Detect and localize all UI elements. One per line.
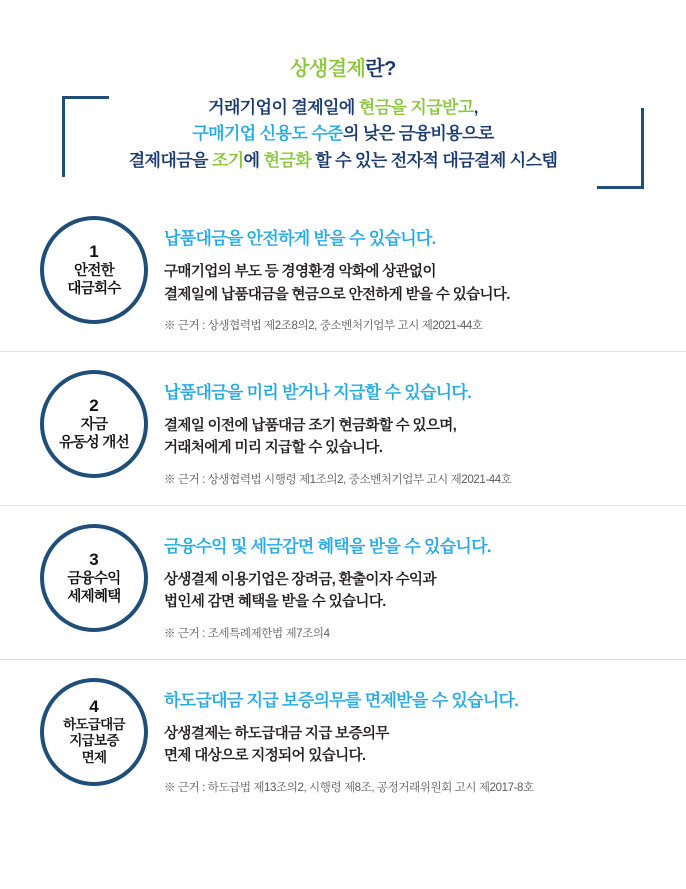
benefit-badge-line1-2: 자금 — [80, 416, 108, 433]
benefit-body-line-1-1: 구매기업의 부도 등 경영환경 악화에 상관없이 — [164, 264, 436, 281]
benefit-section-2 — [0, 351, 686, 505]
header-line-2 — [30, 121, 656, 147]
benefit-badge-number-1: 1 — [89, 242, 99, 262]
header-line-3-pre: 결제대금을 — [128, 150, 212, 170]
benefit-badge-3 — [40, 524, 148, 632]
header-line-3-green-1: 조기 — [211, 150, 244, 170]
header-line-2-post: 의 낮은 금융비용으로 — [343, 124, 494, 144]
benefit-content-1 — [164, 212, 668, 333]
benefit-section-3 — [0, 505, 686, 659]
benefit-body-line-2-1: 결제일 이전에 납품대금 조기 현금화할 수 있으며, — [164, 417, 457, 434]
benefit-body-4 — [164, 723, 660, 768]
benefit-body-line-4-1: 상생결제는 하도급대금 지급 보증의무 — [164, 725, 389, 742]
benefit-badge-1 — [40, 216, 148, 324]
benefit-content-4 — [164, 674, 668, 795]
page-title — [30, 52, 656, 81]
benefit-badge-line2-1: 대금회수 — [67, 280, 121, 297]
benefit-body-1 — [164, 261, 660, 306]
benefit-title-1: 납품대금을 안전하게 받을 수 있습니다. — [164, 229, 436, 249]
page-title-highlight: 상생결제 — [290, 58, 366, 80]
benefit-section-4 — [0, 659, 686, 813]
benefit-badge-line3-4: 면제 — [81, 749, 107, 765]
benefit-section-1 — [0, 198, 686, 351]
benefit-badge-number-4: 4 — [89, 697, 99, 717]
benefit-body-line-4-2: 면제 대상으로 지정되어 있습니다. — [164, 748, 366, 765]
benefit-content-3 — [164, 520, 668, 641]
bracket-right-decoration — [597, 108, 644, 189]
header-line-3-green-2: 현금화 — [263, 150, 312, 170]
benefit-badge-4 — [40, 678, 148, 786]
benefit-body-line-3-1: 상생결제 이용기업은 장려금, 환출이자 수익과 — [164, 571, 436, 588]
benefit-body-2 — [164, 415, 660, 460]
page-title-rest: 란? — [365, 58, 396, 80]
header-line-3-post: 할 수 있는 전자적 대금결제 시스템 — [311, 150, 558, 170]
benefit-content-2 — [164, 366, 668, 487]
benefit-note-4: ※ 근거 : 하도급법 제13조의2, 시행령 제8조, 공정거래위원회 고시 제2017-8호 — [164, 781, 534, 794]
header-line-3-mid: 에 — [243, 150, 264, 170]
benefit-title-3: 금융수익 및 세금감면 혜택을 받을 수 있습니다. — [164, 536, 491, 556]
header-line-1-post: , — [473, 98, 478, 117]
header-line-1-pre: 거래기업이 결제일에 — [208, 98, 359, 117]
benefit-note-3: ※ 근거 : 조세특례제한법 제7조의4 — [164, 627, 330, 640]
benefit-badge-line1-3: 금융수익 — [67, 570, 121, 587]
benefit-body-line-1-2: 결제일에 납품대금을 현금으로 안전하게 받을 수 있습니다. — [164, 286, 510, 303]
benefit-title-4: 하도급대금 지급 보증의무를 면제받을 수 있습니다. — [164, 690, 519, 710]
header-line-1-green: 현금을 지급받고 — [358, 98, 474, 117]
benefit-body-line-3-2: 법인세 감면 혜택을 받을 수 있습니다. — [164, 594, 386, 611]
benefit-badge-line2-3: 세제혜택 — [67, 588, 121, 605]
benefit-badge-number-3: 3 — [89, 550, 99, 569]
benefit-badge-number-2: 2 — [89, 396, 99, 416]
benefit-body-line-2-2: 거래처에게 미리 지급할 수 있습니다. — [164, 440, 383, 457]
header-line-2-blue: 구매기업 신용도 수준 — [192, 124, 343, 144]
benefit-badge-line1-4: 하도급대금 — [63, 716, 125, 732]
benefit-badge-line2-4: 지급보증 — [69, 733, 119, 749]
benefit-sections — [0, 198, 686, 813]
benefit-badge-line1-1: 안전한 — [74, 262, 114, 279]
header-line-1 — [30, 95, 656, 121]
bracket-left-decoration — [62, 96, 109, 177]
header-line-3 — [30, 148, 656, 174]
header — [0, 0, 686, 184]
benefit-badge-2 — [40, 370, 148, 478]
benefit-note-2: ※ 근거 : 상생협력법 시행령 제1조의2, 중소벤처기업부 고시 제2021-44호 — [164, 473, 512, 486]
benefit-title-2: 납품대금을 미리 받거나 지급할 수 있습니다. — [164, 382, 472, 402]
benefit-body-3 — [164, 569, 660, 614]
benefit-note-1: ※ 근거 : 상생협력법 제2조8의2, 중소벤처기업부 고시 제2021-44호 — [164, 319, 483, 332]
benefit-badge-line2-2: 유동성 개선 — [59, 434, 129, 451]
header-description — [30, 95, 656, 174]
